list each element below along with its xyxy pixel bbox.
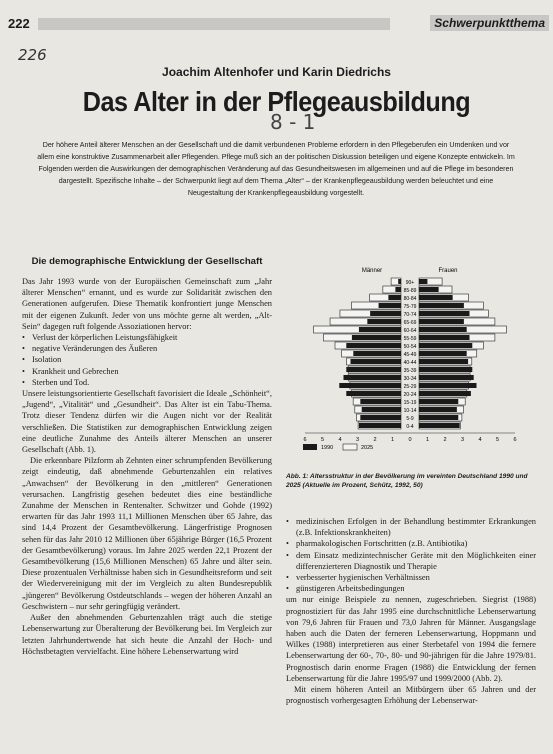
label-men: Männer bbox=[361, 268, 383, 274]
figure-caption: Abb. 1: Altersstruktur in der Bevölkerung im vereinten Deutschland 1990 und 2025 (Aktuelle im Prozent, Schütz, 1992, 50) bbox=[286, 473, 528, 489]
handwritten-page-note: 226 bbox=[18, 46, 47, 64]
bar-1990-women bbox=[419, 319, 464, 324]
x-tick-label: 5 bbox=[495, 437, 500, 443]
article-authors: Joachim Altenhofer und Karin Diedrichs bbox=[162, 65, 391, 79]
age-tick-label: 30-34 bbox=[403, 376, 417, 382]
bar-1990-women bbox=[419, 287, 439, 292]
section-title: Schwerpunktthema bbox=[430, 15, 549, 31]
bar-1990-men bbox=[351, 359, 401, 364]
x-tick-label: 3 bbox=[460, 437, 465, 443]
x-tick-label: 6 bbox=[303, 437, 307, 443]
age-tick-label: 50-54 bbox=[403, 344, 417, 350]
cause-list bbox=[286, 516, 536, 594]
x-tick-label: 4 bbox=[478, 437, 482, 443]
bar-1990-women bbox=[419, 399, 458, 404]
bar-1990-women bbox=[419, 311, 469, 316]
list-item: • Sterben und Tod. bbox=[22, 377, 272, 388]
bar-1990-men bbox=[339, 383, 401, 388]
age-tick-label: 85-89 bbox=[403, 288, 417, 294]
paragraph: Außer den abnehmenden Geburtenzahlen trägt auch die stetige Lebenserwartung zur Überalterung der Bevölkerung bei. Im Vergleich zur letzten Jahrhundertwende hat sich heute die Anzahl der Hoch- und Höchstbetagten vervielfacht. Eine höhere Lebenserwartung wird bbox=[22, 613, 272, 656]
x-tick-label: 1 bbox=[425, 437, 430, 443]
list-item: • negative Veränderungen des Äußeren bbox=[22, 343, 272, 354]
bar-1990-men bbox=[359, 327, 401, 332]
bar-1990-women bbox=[419, 303, 464, 308]
legend-swatch-1990 bbox=[303, 444, 317, 450]
bar-1990-women bbox=[419, 295, 453, 300]
label-women: Frauen bbox=[438, 268, 458, 274]
list-item: • medizinischen Erfolgen in der Behandlung bestimmter Erkrankungen (z.B. Infektionskrankheiten) bbox=[286, 516, 536, 538]
bar-1990-men bbox=[362, 407, 401, 412]
bar-1990-women bbox=[419, 327, 467, 332]
bar-1990-women bbox=[419, 335, 469, 340]
paragraph: Mit einem höheren Anteil an Mitbürgern über 65 Jahren und der prognostisch vorhergesagten Erhöhung der Lebenserwar- bbox=[286, 685, 536, 706]
list-item: • pharmakologischen Fortschritten (z.B. Antibiotika) bbox=[286, 538, 536, 549]
bar-1990-women bbox=[419, 415, 458, 420]
age-tick-label: 0-4 bbox=[406, 424, 414, 430]
age-tick-label: 5-9 bbox=[406, 416, 414, 422]
bar-1990-men bbox=[343, 375, 401, 380]
article-title: Das Alter in der Pflegeausbildung bbox=[82, 86, 471, 117]
bar-1990-women bbox=[419, 367, 472, 372]
page-number: 222 bbox=[8, 16, 30, 31]
bar-1990-men bbox=[346, 367, 401, 372]
paragraph: Die erkennbare Pilzform ab Zehnten einer schrumpfenden Bevölkerung zeigt eindeutig, daß abnehmende Geburtenzahlen ein relatives „Anwachsen“ der Bevölkerung in den „mittleren“ Generationen verursachen. Langfristig gesehen bedeutet dies eine beständliche Zunahme der Menschen in Rentenalter. Schwitzer und Gohde (1992) erwarten für das Jahr 1993 11,1 Millionen Menschen über 65 Jahre, das sind 14,4 Prozent der Gesamtbevölkerung. Längerfristige Prognosen sehen für das Jahr 2010 12 Millionen über 65jährige Bürger (16,5 Prozent der Gesamtbevölkerung) voraus. Im Jahre 2025 werden 22,1 Prozent der Gesamtbevölkerung (15,6 Millionen Menschen) 65 Jahre und älter sein. Diese prozentualen Verhältnisse haben sich in Gesundheitsreform und seit der Wiedervereinigung mit der im Vergleich zu alten Bundesrepublik „jüngeren“ Bevölkerung Ostdeutschlands – wegen der höheren Anzahl an Geschwistern – nur sehr geringfügig verändert. bbox=[22, 456, 272, 611]
bar-1990-men bbox=[360, 415, 401, 420]
bar-1990-men bbox=[388, 295, 401, 300]
age-tick-label: 70-74 bbox=[403, 312, 417, 318]
bar-1990-men bbox=[346, 391, 401, 396]
paragraph: Das Jahr 1993 wurde von der Europäischen Gemeinschaft zum „Jahr älterer Menschen“ ernannt, und es wurde zur Solidarität zwischen den Generationen aufgerufen. Diese Thematik konfrontiert junge Menschen mit der eigenen Zukunft. Jeder von uns möchte gerne alt werden, „Alt-Sein“ dagegen ruft folgende Assoziationen hervor: bbox=[22, 277, 272, 331]
x-tick-label: 0 bbox=[408, 437, 412, 443]
bar-1990-men bbox=[359, 423, 401, 428]
age-tick-label: 45-49 bbox=[403, 352, 417, 358]
x-tick-label: 3 bbox=[355, 437, 360, 443]
bar-1990-women bbox=[419, 279, 427, 284]
bar-1990-men bbox=[353, 351, 401, 356]
bar-1990-women bbox=[419, 351, 467, 356]
bar-1990-men bbox=[367, 319, 401, 324]
age-tick-label: 15-19 bbox=[403, 400, 417, 406]
x-tick-label: 5 bbox=[320, 437, 325, 443]
header-bar bbox=[38, 18, 390, 30]
paragraph: um nur einige Beispiele zu nennen, zugeschrieben. Siegrist (1988) prognostiziert für das Jahr 1995 eine durchschnittliche Lebenserwartung von 79,6 Jahren für Frauen und 73,0 Jahren für Männer. Ausgangslage haben auch die Daten der ferneren Lebenserwartung, Hoppmann und Wilkes (1988) interpretieren aus einer Sterbetafel von 1994 die fernere Lebenserwartung der 60-, 70-, 80- und 90-jährigen für die Jahre 1979/81. Prognostisch darin enorme Fragen (1988) die Entwicklung der fernen Lebenserwartung für die Jahre 1995/97 und 1999/2000 (Abb. 2). bbox=[286, 595, 536, 683]
age-tick-label: 20-24 bbox=[403, 392, 417, 398]
x-tick-label: 2 bbox=[373, 437, 377, 443]
age-tick-label: 25-29 bbox=[403, 384, 417, 390]
x-tick-label: 2 bbox=[443, 437, 447, 443]
list-item: • Krankheit und Gebrechen bbox=[22, 366, 272, 377]
bar-1990-men bbox=[352, 335, 401, 340]
age-tick-label: 40-44 bbox=[403, 360, 417, 366]
bar-1990-women bbox=[419, 343, 472, 348]
bar-1990-women bbox=[419, 359, 468, 364]
bar-1990-men bbox=[360, 399, 401, 404]
list-item: • Isolation bbox=[22, 354, 272, 365]
list-item: • verbesserter hygienischen Verhältnissen bbox=[286, 572, 536, 583]
left-column bbox=[22, 256, 272, 657]
legend-label-2025: 2025 bbox=[361, 445, 374, 451]
legend-label-1990: 1990 bbox=[321, 445, 334, 451]
bar-1990-men bbox=[398, 279, 401, 284]
list-item: • günstigeren Arbeitsbedingungen bbox=[286, 583, 536, 594]
age-tick-label: 60-64 bbox=[403, 328, 417, 334]
age-pyramid-chart bbox=[285, 262, 535, 467]
running-header bbox=[0, 14, 553, 34]
bar-1990-men bbox=[346, 343, 401, 348]
age-tick-label: 10-14 bbox=[403, 408, 417, 414]
bar-1990-men bbox=[370, 311, 401, 316]
bar-1990-women bbox=[419, 383, 477, 388]
association-list bbox=[22, 332, 272, 388]
age-tick-label: 35-39 bbox=[403, 368, 417, 374]
x-tick-label: 6 bbox=[513, 437, 517, 443]
legend-swatch-2025 bbox=[343, 444, 357, 450]
section-subheading: Die demographische Entwicklung der Gesellschaft bbox=[31, 256, 263, 267]
bar-1990-women bbox=[419, 391, 471, 396]
right-column bbox=[286, 516, 536, 706]
handwritten-title-note: 8 - 1 bbox=[270, 110, 316, 134]
bar-1990-men bbox=[379, 303, 401, 308]
age-tick-label: 80-84 bbox=[403, 296, 417, 302]
bar-1990-men bbox=[395, 287, 401, 292]
bar-1990-women bbox=[419, 407, 457, 412]
age-pyramid-svg bbox=[285, 262, 535, 467]
age-tick-label: 75-79 bbox=[403, 304, 417, 310]
bar-1990-women bbox=[419, 375, 474, 380]
age-tick-label: 65-69 bbox=[403, 320, 417, 326]
list-item: • Verlust der körperlichen Leistungsfähigkeit bbox=[22, 332, 272, 343]
paragraph: Unsere leistungsorientierte Gesellschaft favorisiert die Ideale „Schönheit“, „Jugend“, „Vitalität“ und „Gesundheit“. Das Alter ist ein Tabu-Thema. Trotz dieser Tendenz dürfen wir die Augen nicht vor der Realität verschließen. Die Statistiken zur demographischen Entwicklung zeigen eine deutliche Zunahme des Anteils älterer Menschen an unserer Gesellschaft (Abb. 1). bbox=[22, 389, 272, 455]
age-tick-label: 90+ bbox=[405, 280, 415, 286]
x-tick-label: 4 bbox=[338, 437, 342, 443]
article-lead: Der höhere Anteil älterer Menschen an der Gesellschaft und die damit verbundenen Probleme erfordern in den Pflegeberufen ein Umdenken und vor allem eine konstruktive Zusammenarbeit aller Pflegenden. Pflege muß sich an der politischen Diskussion beteiligen und eigene Konzepte entwickeln. Im Folgenden werden die Auswirkungen der demographischen Veränderung auf das Gesundheitswesen im allgemeinen und auf die Pflege im besonderen dargestellt. Spezifische Inhalte – der Schwerpunkt liegt auf dem Thema „Alter“ – der Krankenpflegeausbildung werden beleuchtet und eine Neugestaltung der Krankenpflegeausbildung vorgestellt. bbox=[37, 140, 515, 197]
list-item: • dem Einsatz medizintechnischer Geräte mit den Möglichkeiten einer differenzierteren Diagnostik und Therapie bbox=[286, 550, 536, 572]
age-tick-label: 55-59 bbox=[403, 336, 417, 342]
bar-1990-women bbox=[419, 423, 460, 428]
x-tick-label: 1 bbox=[390, 437, 395, 443]
